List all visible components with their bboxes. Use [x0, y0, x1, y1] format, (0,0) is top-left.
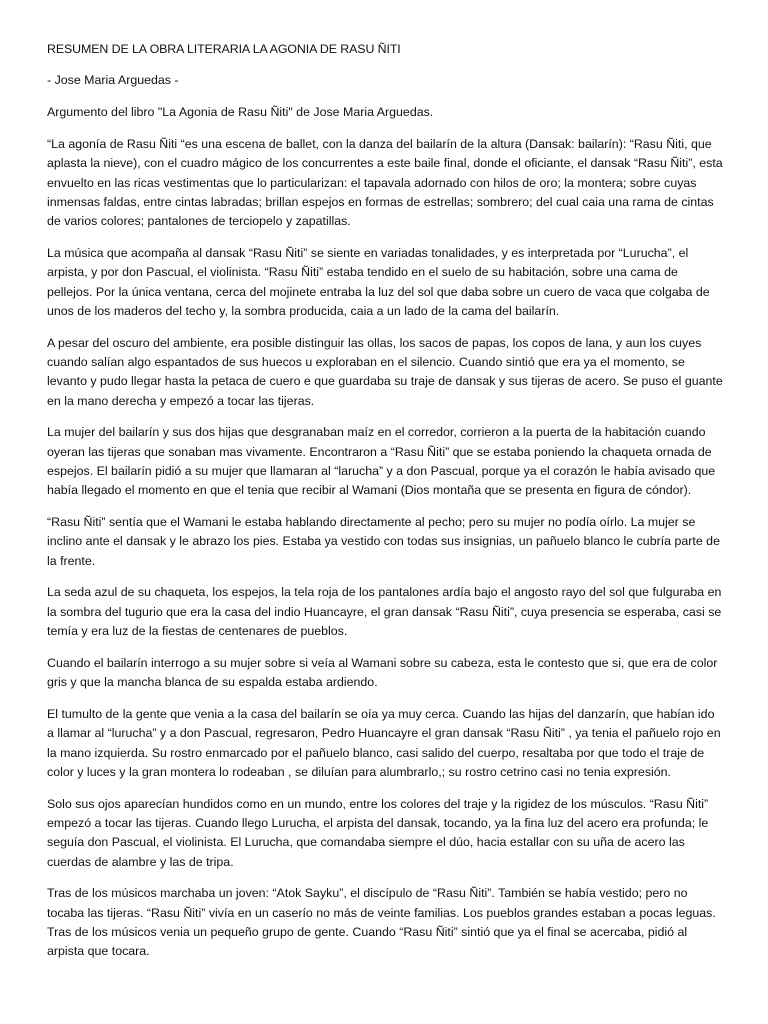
paragraph-7: Cuando el bailarín interrogo a su mujer sobre si veía al Wamani sobre su cabeza, esta le contesto que si, que era de color gris y que la mancha blanca de su espalda estaba ardiendo. [47, 655, 718, 690]
paragraph-8: El tumulto de la gente que venia a la casa del bailarín se oía ya muy cerca. Cuando las hijas del danzarín, que habían ido a llamar al “lurucha” y a don Pascual, regresaron, Pedro Huancayre el gran dansak “Rasu Ñiti” , ya tenia el pañuelo rojo en la mano izquierda. Su rostro enmarcado por el pañuelo blanco, casi salido del cuerpo, resaltaba por que todo el traje de color y luces y la gran montera lo rodeaban , se diluían para alumbrarlo,; su rostro cetrino casi no tenia expresión. [47, 706, 721, 779]
document-title: RESUMEN DE LA OBRA LITERARIA LA AGONIA DE RASU ÑITI [47, 42, 401, 56]
paragraph-1: “La agonía de Rasu Ñiti “es una escena de ballet, con la danza del bailarín de la altura (Dansak: bailarín): “Rasu Ñiti, que aplasta la nieve), con el cuadro mágico de los concurrentes a este baile final, donde el oficiante, el dansak “Rasu Ñiti”, esta envuelto en las ricas vestimentas que lo particularizan: el tapavala adornado con hilos de oro; la montera; sobre cuyas inmensas faldas, entre cintas labradas; brillan espejos en formas de estrellas; sombrero; del cual caia una rama de cintas de varios colores; pantalones de terciopelo y zapatillas. [47, 137, 723, 229]
document-subtitle: Argumento del libro "La Agonia de Rasu Ñiti" de Jose Maria Arguedas. [47, 105, 434, 119]
paragraph-5: “Rasu Ñiti” sentía que el Wamani le estaba hablando directamente al pecho; pero su mujer no podía oírlo. La mujer se inclino ante el dansak y le abrazo los pies. Estaba ya vestido con todas sus insignias, un pañuelo blanco le cubría parte de la frente. [47, 515, 720, 568]
paragraph-4: La mujer del bailarín y sus dos hijas que desgranaban maíz en el corredor, corrieron a la puerta de la habitación cuando oyeran las tijeras que sonaban mas vivamente. Encontraron a “Rasu Ñiti” que se estaba poniendo la chaqueta ornada de espejos. El bailarín pidió a su mujer que llamaran al “larucha” y a don Pascual, porque ya el corazón le había avisado que había llegado el momento en que el tenia que recibir al Wamani (Dios montaña que se presenta en figura de cóndor). [47, 425, 716, 498]
paragraph-6: La seda azul de su chaqueta, los espejos, la tela roja de los pantalones ardía bajo el angosto rayo del sol que fulguraba en la sombra del tugurio que era la casa del indio Huancayre, el gran dansak “Rasu Ñiti”, cuya presencia se esperaba, casi se temía y era luz de la fiestas de centenares de pueblos. [47, 585, 722, 639]
paragraph-2: La música que acompaña al dansak “Rasu Ñiti” se siente en variadas tonalidades, y es interpretada por “Lurucha”, el arpista, y por don Pascual, el violinista. “Rasu Ñiti” estaba tendido en el suelo de su habitación, sobre una cama de pellejos. Por la única ventana, cerca del mojinete entraba la luz del sol que daba sobre un cuero de vaca que colgaba de unos de los maderos del techo y, la sombra producida, caia a un lado de la cama del bailarín. [47, 245, 710, 318]
paragraph-9: Solo sus ojos aparecían hundidos como en un mundo, entre los colores del traje y la rigidez de los músculos. “Rasu Ñiti” empezó a tocar las tijeras. Cuando llego Lurucha, el arpista del dansak, tocando, ya la fina luz del acero era profunda; le seguía don Pascual, el violinista. El Lurucha, que comandaba siempre el dúo, hacia estallar con su uña de acero las cuerdas de alambre y las de tripa. [47, 796, 709, 869]
author-line: - Jose Maria Arguedas - [47, 73, 179, 87]
paragraph-10: Tras de los músicos marchaba un joven: “Atok Sayku”, el discípulo de “Rasu Ñiti”. También se había vestido; pero no tocaba las tijeras. “Rasu Ñiti” vivía en un caserío no más de veinte familias. Los pueblos grandes estaban a pocas leguas. Tras de los músicos venia un pequeño grupo de gente. Cuando “Rasu Ñiti” sintió que ya el final se acercaba, pidió al arpista que tocara. [47, 886, 716, 959]
paragraph-3: A pesar del oscuro del ambiente, era posible distinguir las ollas, los sacos de papas, los copos de lana, y aun los cuyes cuando salían algo espantados de sus huecos u exploraban en el silencio. Cuando sintió que era ya el momento, se levanto y pudo llegar hasta la petaca de cuero e que guardaba su traje de dansak y sus tijeras de acero. Se puso el guante en la mano derecha y empezó a tocar las tijeras. [47, 335, 723, 408]
